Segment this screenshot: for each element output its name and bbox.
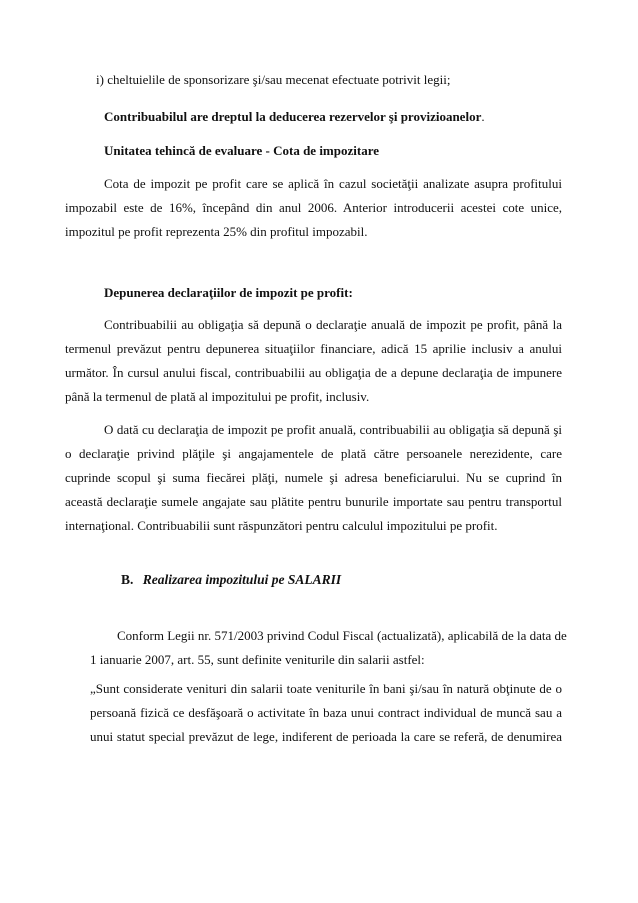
- paragraph-obligatie: [65, 313, 562, 409]
- paragraph-line: cuprinde scopul şi suma fiecărei plăţi, numele şi adresa beneficiarului. Nu se cuprind în: [65, 470, 562, 485]
- paragraph-line: impozitul pe profit reprezenta 25% din profitul impozabil.: [65, 224, 368, 239]
- list-item-i: [96, 72, 566, 88]
- paragraph-legea: [90, 624, 567, 672]
- paragraph-line: unui statut special prevăzut de lege, indiferent de perioada la care se referă, de denumirea: [90, 729, 562, 744]
- heading-deduction: [104, 109, 564, 125]
- paragraph-line: „Sunt considerate venituri din salarii toate veniturile în bani şi/sau în natură obţinute de o: [90, 681, 562, 696]
- heading-deduction-text: Contribuabilul are dreptul la deducerea rezervelor şi provizioanelor: [104, 109, 482, 124]
- paragraph-line: O dată cu declaraţia de impozit pe profit anuală, contribuabilii au obligaţia să depună şi: [104, 422, 562, 437]
- paragraph-quote: [90, 677, 562, 749]
- paragraph-line: internaţional. Contribuabilii sunt răspunzători pentru calculul impozitului pe profit.: [65, 518, 498, 533]
- paragraph-line: o declaraţie privind plăţile şi angajamentele de plată către persoanele nerezidente, care: [65, 446, 562, 461]
- paragraph-line: Contribuabilii au obligaţia să depună o declaraţie anuală de impozit pe profit, până la: [104, 317, 562, 332]
- paragraph-line: această declaraţie sumele angajate sau plătite pentru bunurile importate sau pentru transportul: [65, 494, 562, 509]
- heading-unit-text: Unitatea tehincă de evaluare - Cota de impozitare: [104, 143, 379, 158]
- heading-declaratii: [104, 285, 564, 301]
- heading-declaratii-text: Depunerea declaraţiilor de impozit pe profit:: [104, 285, 353, 300]
- paragraph-line: Cota de impozit pe profit care se aplică în cazul societăţii analizate asupra profitului: [104, 176, 562, 191]
- paragraph-odata: [65, 418, 562, 538]
- paragraph-line: Conform Legii nr. 571/2003 privind Codul Fiscal (actualizată), aplicabilă de la data de: [117, 628, 567, 643]
- heading-unit: [104, 143, 564, 159]
- section-b-title: Realizarea impozitului pe SALARII: [142, 572, 342, 587]
- paragraph-line: până la termenul de plată al impozitului pe profit, inclusiv.: [65, 389, 370, 404]
- paragraph-line: următor. În cursul anului fiscal, contribuabilii au obligaţia de a depune declaraţia de impunere: [65, 365, 562, 380]
- paragraph-cota: [65, 172, 562, 244]
- paragraph-line: termenul prevăzut pentru depunerea situaţiilor financiare, adică 15 aprilie inclusiv a anului: [65, 341, 562, 356]
- list-item-i-text: i) cheltuielile de sponsorizare şi/sau mecenat efectuate potrivit legii;: [96, 72, 451, 87]
- paragraph-line: persoană fizică ce desfăşoară o activitate în baza unui contract individual de muncă sau a: [90, 705, 562, 720]
- section-b-letter: B.: [121, 572, 134, 587]
- heading-deduction-period: .: [481, 109, 485, 124]
- section-b-heading: [121, 571, 521, 589]
- paragraph-line: impozabil este de 16%, începând din anul 2006. Anterior introducerii acestei cote unice,: [65, 200, 562, 215]
- paragraph-line: 1 ianuarie 2007, art. 55, sunt definite veniturile din salarii astfel:: [90, 652, 425, 667]
